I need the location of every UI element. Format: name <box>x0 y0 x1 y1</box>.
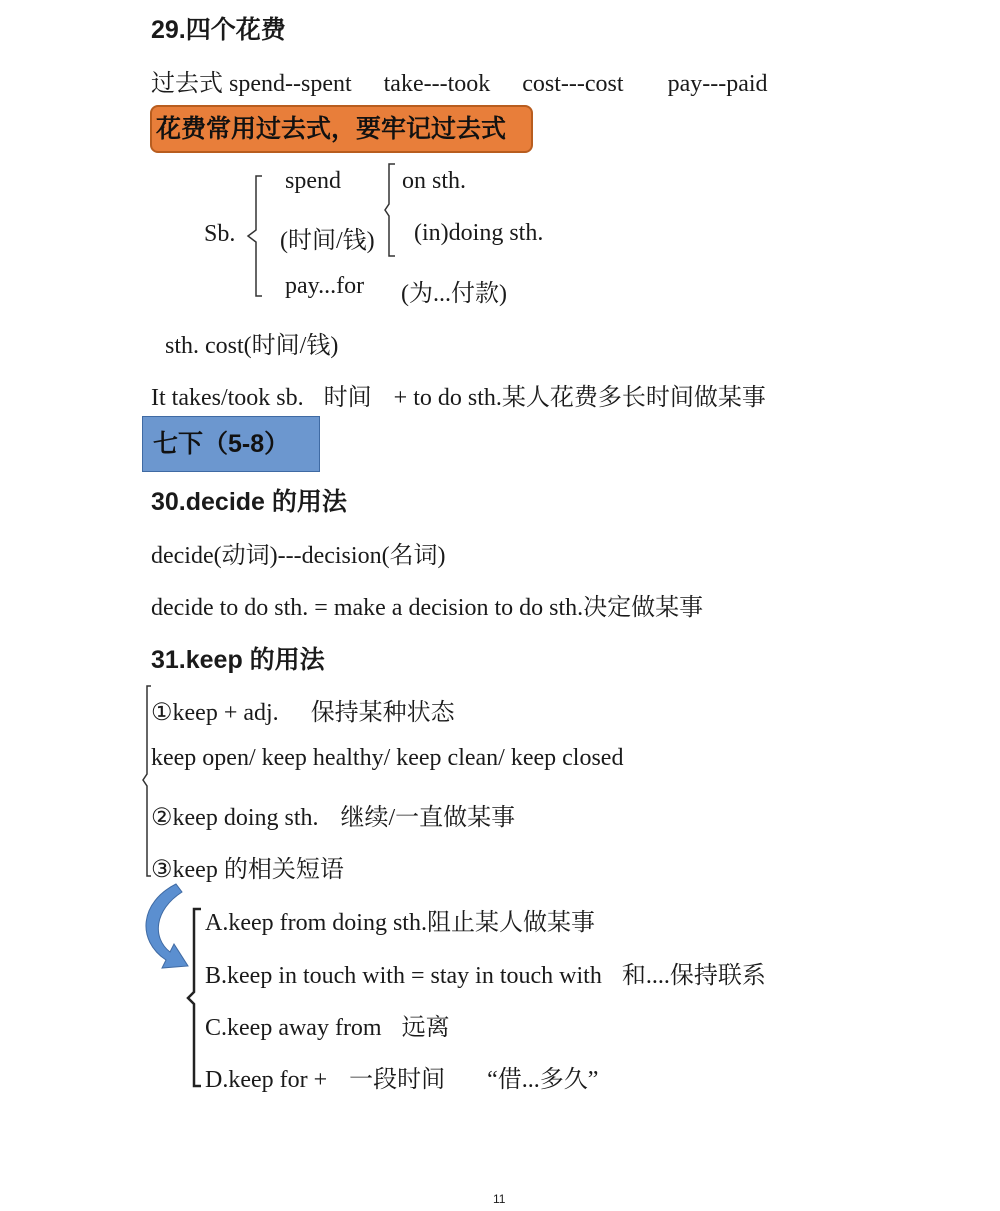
curved-arrow-icon <box>132 880 192 984</box>
section-30-title: 30.decide 的用法 <box>151 488 347 516</box>
takes-part-3: + to do sth.某人花费多长时间做某事 <box>393 385 766 411</box>
keep-item-3: ③keep 的相关短语 <box>151 857 344 883</box>
time-money-label: (时间/钱) <box>280 228 375 254</box>
past-take: take---took <box>383 71 491 97</box>
pay-for-word: pay...for <box>285 273 365 299</box>
keep-phrase-d-meaning: 一段时间 <box>349 1067 446 1093</box>
cost-line: sth. cost(时间/钱) <box>165 333 339 359</box>
past-tense-label: 过去式 <box>151 71 223 97</box>
takes-line <box>151 377 766 412</box>
page-number: 11 <box>493 1192 506 1206</box>
left-brace-icon <box>185 906 205 1090</box>
keep-item-2-meaning: 继续/一直做某事 <box>340 805 516 831</box>
on-sth: on sth. <box>402 168 467 194</box>
keep-phrase-a: A.keep from doing sth.阻止某人做某事 <box>205 910 595 936</box>
keep-phrase-c-meaning: 远离 <box>401 1015 450 1041</box>
keep-item-1-phrase: ①keep + adj. <box>151 700 279 726</box>
keep-phrase-d-text: D.keep for + <box>205 1067 328 1093</box>
decide-line-1: decide(动词)---decision(名词) <box>151 543 446 569</box>
keep-phrase-d-note: “借...多久” <box>487 1067 599 1093</box>
pay-meaning: (为...付款) <box>401 281 507 307</box>
keep-item-1 <box>151 692 455 727</box>
keep-phrase-b-meaning: 和....保持联系 <box>621 963 766 989</box>
section-tag: 七下（5-8） <box>142 416 320 472</box>
past-pay: pay---paid <box>667 71 768 97</box>
keep-item-2-phrase: ②keep doing sth. <box>151 805 319 831</box>
keep-examples: keep open/ keep healthy/ keep clean/ keep closed <box>151 745 624 771</box>
left-brace-icon <box>244 172 268 300</box>
past-cost: cost---cost <box>522 71 624 97</box>
right-brace-icon <box>383 160 403 260</box>
keep-phrase-c-text: C.keep away from <box>205 1015 382 1041</box>
keep-phrase-d <box>205 1059 598 1094</box>
spend-word: spend <box>285 168 341 194</box>
keep-item-2 <box>151 797 515 832</box>
past-tense-line <box>151 63 768 98</box>
decide-line-2: decide to do sth. = make a decision to do sth.决定做某事 <box>151 595 704 621</box>
takes-part-2: 时间 <box>323 385 372 411</box>
in-doing-sth: (in)doing sth. <box>414 220 544 246</box>
keep-phrase-b-text: B.keep in touch with = stay in touch with <box>205 963 602 989</box>
keep-phrase-c <box>205 1007 450 1042</box>
past-spend: spend--spent <box>229 71 352 97</box>
takes-part-1: It takes/took sb. <box>151 385 304 411</box>
keep-item-1-meaning: 保持某种状态 <box>310 700 455 726</box>
section-29-title: 29.四个花费 <box>151 16 286 44</box>
section-31-title: 31.keep 的用法 <box>151 646 325 674</box>
sb-label: Sb. <box>204 221 236 247</box>
highlight-box: 花费常用过去式，要牢记过去式 <box>150 105 533 153</box>
keep-phrase-b <box>205 955 766 990</box>
